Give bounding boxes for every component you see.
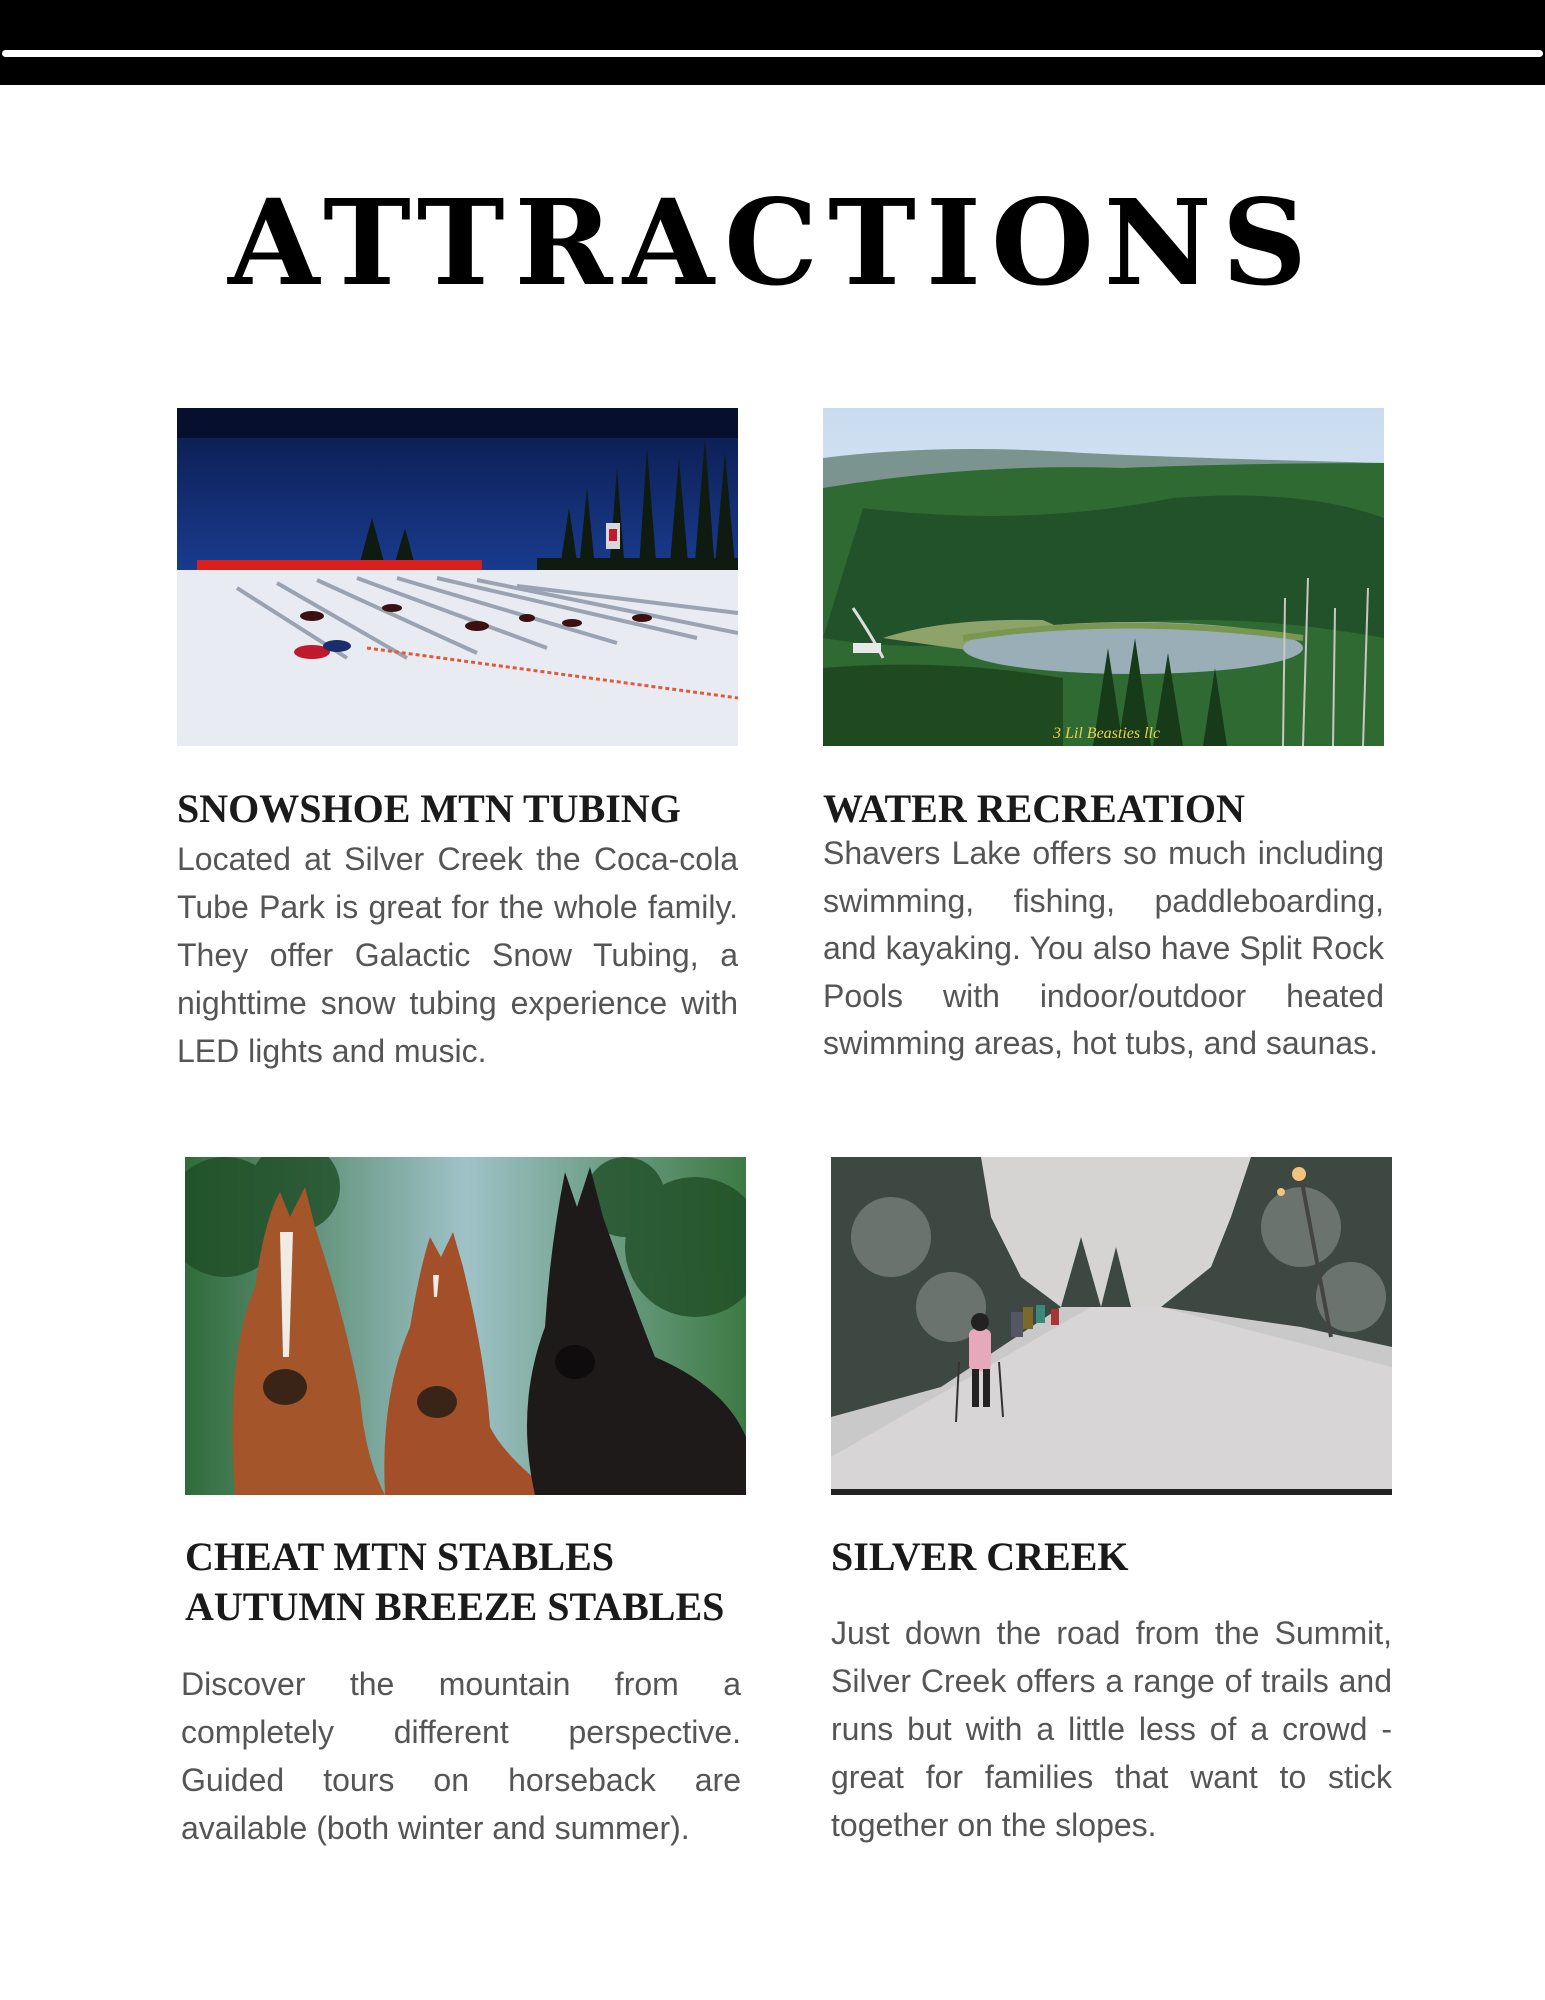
card-title-stables-line-2: AUTUMN BREEZE STABLES [185, 1584, 725, 1629]
mountain-lake-photo [823, 408, 1384, 746]
svg-text:3 Lil Beasties llc: 3 Lil Beasties llc [1053, 725, 1161, 742]
card-title-stables-line-1: CHEAT MTN STABLES [185, 1534, 615, 1579]
snow-tubing-photo [177, 408, 738, 746]
card-title-silver-creek: SILVER CREEK [831, 1534, 1129, 1579]
card-body-stables: Discover the mountain from a completely different perspective. Guided tours on horseback are available (both winter and summer). [181, 1666, 741, 1846]
card-body-water-recreation: Shavers Lake offers so much including swimming, fishing, paddleboarding, and kayaking. You also have Split Rock Pools with indoor/outdoor heated swimming areas, hot tubs, and saunas. [823, 835, 1384, 1061]
page-title: ATTRACTIONS [228, 173, 1317, 312]
card-title-snowshoe-tubing: SNOWSHOE MTN TUBING [177, 786, 681, 831]
card-title-water-recreation: WATER RECREATION [823, 786, 1245, 831]
horses-photo [185, 1157, 746, 1495]
header-bar [0, 0, 1545, 85]
ski-slope-photo [831, 1157, 1392, 1495]
card-body-snowshoe-tubing: Located at Silver Creek the Coca-cola Tube Park is great for the whole family. They offer Galactic Snow Tubing, a nighttime snow tubing experience with LED lights and music. [177, 841, 738, 1069]
header-rule [2, 50, 1543, 57]
card-body-silver-creek: Just down the road from the Summit, Silver Creek offers a range of trails and runs but with a little less of a crowd - great for families that want to stick together on the slopes. [831, 1615, 1392, 1843]
